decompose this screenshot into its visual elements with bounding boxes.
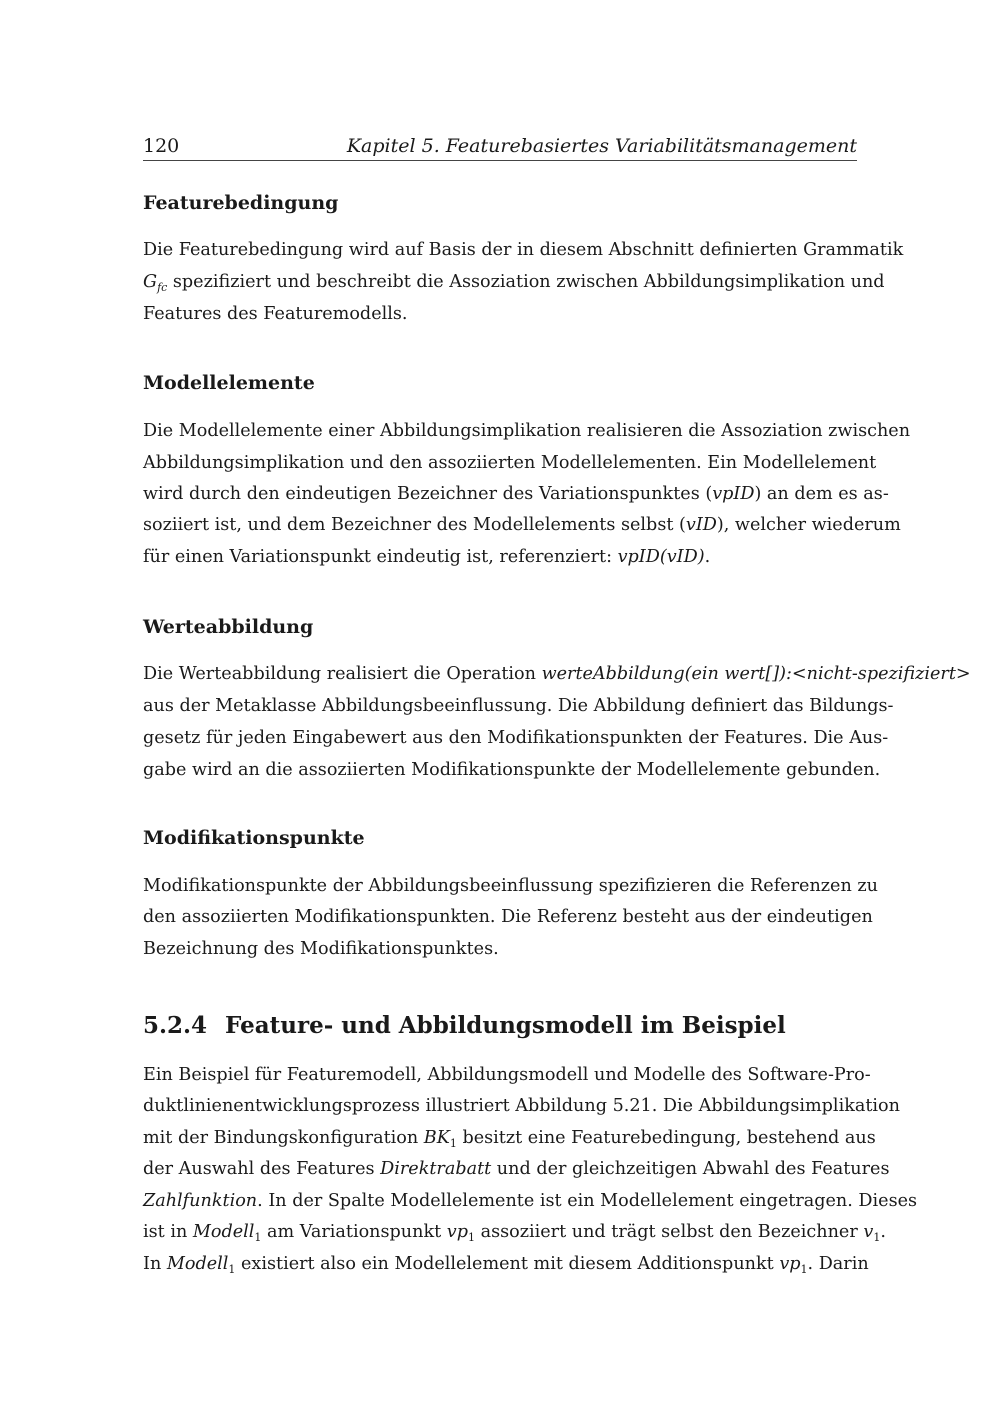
paragraph-line: Modifikationspunkte der Abbildungsbeeinflussung spezifizieren die Referenzen zu bbox=[143, 876, 878, 896]
section-heading bbox=[143, 1012, 786, 1039]
heading-modifikationspunkte: Modifikationspunkte bbox=[143, 827, 365, 849]
paragraph-line: $G_{fc}$ spezifiziert und beschreibt die Assoziation zwischen Abbildungsimplikation und bbox=[143, 272, 885, 294]
paragraph-line: Zahlfunktion. In der Spalte Modellelemente ist ein Modellelement eingetragen. Dieses bbox=[143, 1191, 918, 1211]
paragraph-line: den assoziierten Modifikationspunkten. Die Referenz besteht aus der eindeutigen bbox=[143, 907, 873, 927]
section-title: Feature- und Abbildungsmodell im Beispiel bbox=[225, 1012, 786, 1039]
heading-featurebedingung: Featurebedingung bbox=[143, 192, 339, 214]
paragraph-line: ist in Modell$_1$ am Variationspunkt $vp_1$ assoziiert und trägt selbst den Bezeichner $v_1$. bbox=[143, 1222, 886, 1244]
paragraph-line: Bezeichnung des Modifikationspunktes. bbox=[143, 939, 499, 959]
running-title: Kapitel 5. Featurebasiertes Variabilitätsmanagement bbox=[346, 135, 857, 157]
header-rule bbox=[143, 160, 857, 161]
paragraph-line: soziiert ist, und dem Bezeichner des Modellelements selbst (vID), welcher wiederum bbox=[143, 515, 901, 535]
paragraph-line: Abbildungsimplikation und den assoziierten Modellelementen. Ein Modellelement bbox=[143, 453, 877, 473]
paragraph-line: mit der Bindungskonfiguration $BK_1$ besitzt eine Featurebedingung, bestehend aus bbox=[143, 1128, 876, 1150]
paragraph-line: Die Werteabbildung realisiert die Operation werteAbbildung(ein wert[]):<nicht-spezifiziert> bbox=[143, 664, 971, 684]
heading-werteabbildung: Werteabbildung bbox=[143, 616, 314, 638]
paragraph-line: Ein Beispiel für Featuremodell, Abbildungsmodell und Modelle des Software-Pro- bbox=[143, 1065, 871, 1085]
paragraph-line: wird durch den eindeutigen Bezeichner des Variationspunktes (vpID) an dem es as- bbox=[143, 484, 889, 504]
paragraph-line: Features des Featuremodells. bbox=[143, 304, 408, 324]
paragraph-line: für einen Variationspunkt eindeutig ist, referenziert: vpID(vID). bbox=[143, 547, 711, 567]
paragraph-line: gesetz für jeden Eingabewert aus den Modifikationspunkten der Features. Die Aus- bbox=[143, 728, 889, 748]
paragraph-line: Die Featurebedingung wird auf Basis der in diesem Abschnitt definierten Grammatik bbox=[143, 240, 904, 260]
paragraph-line: Die Modellelemente einer Abbildungsimplikation realisieren die Assoziation zwischen bbox=[143, 421, 911, 441]
section-number: 5.2.4 bbox=[143, 1012, 208, 1039]
paragraph-line: In Modell$_1$ existiert also ein Modellelement mit diesem Additionspunkt $vp_1$. Darin bbox=[143, 1254, 869, 1276]
paragraph-line: der Auswahl des Features Direktrabatt und der gleichzeitigen Abwahl des Features bbox=[143, 1159, 890, 1179]
paragraph-line: gabe wird an die assoziierten Modifikationspunkte der Modellelemente gebunden. bbox=[143, 760, 881, 780]
paragraph-line: duktlinienentwicklungsprozess illustriert Abbildung 5.21. Die Abbildungsimplikation bbox=[143, 1096, 900, 1116]
page-number: 120 bbox=[143, 135, 180, 157]
paragraph-line: aus der Metaklasse Abbildungsbeeinflussung. Die Abbildung definiert das Bildungs- bbox=[143, 696, 894, 716]
heading-modellelemente: Modellelemente bbox=[143, 372, 315, 394]
